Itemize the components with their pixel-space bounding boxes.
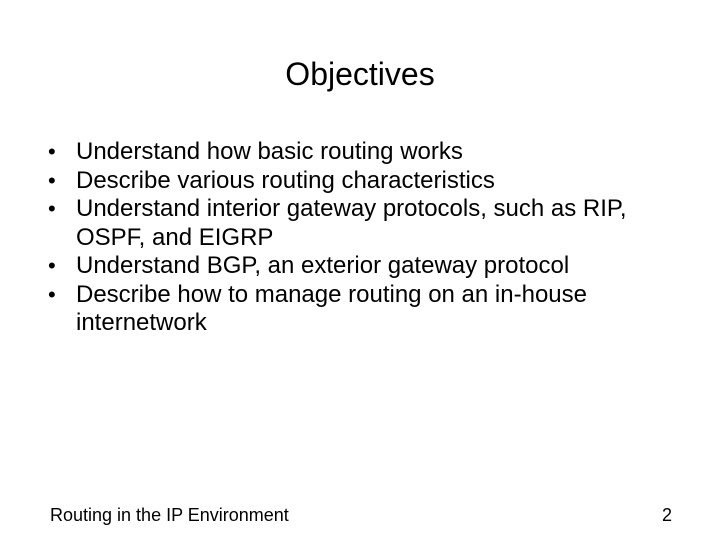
bullet-item <box>48 195 688 252</box>
bullet-text: Describe various routing characteristics <box>76 166 495 194</box>
bullet-item <box>48 138 688 167</box>
bullet-icon: • <box>48 196 56 221</box>
bullet-text: Describe how to manage routing on an in-house internetwork <box>76 280 587 336</box>
bullet-icon: • <box>48 167 56 193</box>
bullet-icon: • <box>48 253 56 278</box>
bullet-list <box>48 138 688 338</box>
footer-course-title: Routing in the IP Environment <box>50 505 289 525</box>
bullet-item <box>48 281 688 338</box>
bullet-text: Understand BGP, an exterior gateway protocol <box>76 252 570 279</box>
bullet-icon: • <box>48 139 56 164</box>
bullet-icon: • <box>48 281 56 307</box>
bullet-item <box>48 167 688 196</box>
bullet-item <box>48 252 688 281</box>
page-number: 2 <box>661 505 672 525</box>
bullet-text: Understand interior gateway protocols, such as RIP, OSPF, and EIGRP <box>76 195 627 251</box>
slide-title: Objectives <box>285 56 435 92</box>
bullet-text: Understand how basic routing works <box>76 138 463 165</box>
